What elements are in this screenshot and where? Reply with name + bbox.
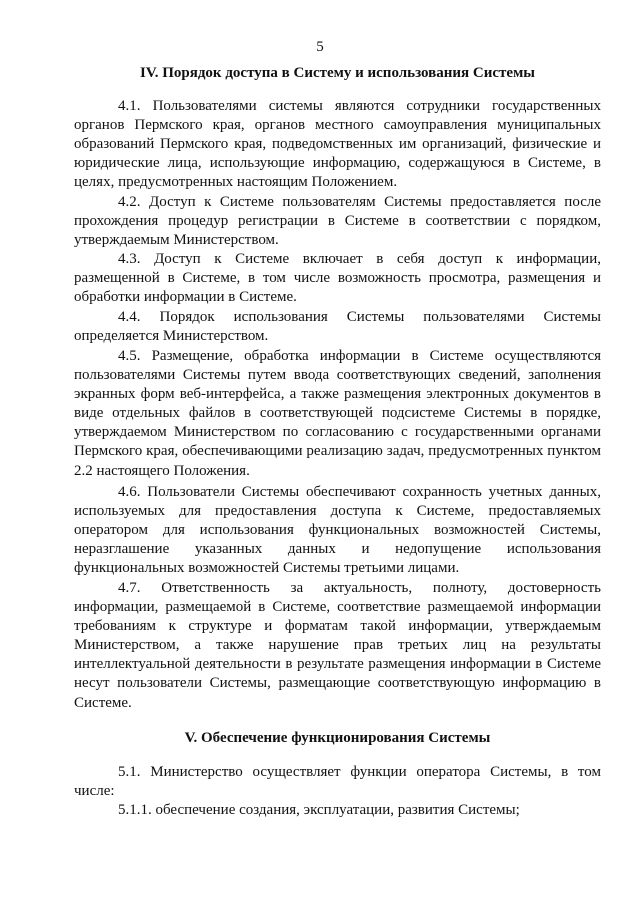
paragraph-4-6: 4.6. Пользователи Системы обеспечивают сохранность учетных данных, используемых для предоставления доступа к Системе, предоставляемых оператором для использования функциональных возможностей Системы, неразглашение указанных данных и недопущение использования функциональных возможностей Системы третьими лицами. — [74, 484, 601, 577]
paragraph-4-7: 4.7. Ответственность за актуальность, полноту, достоверность информации, размещаемой в Системе, соответствие размещаемой информации требованиям к структуре и форматам такой информации, утверждаемым Министерством, а также нарушение прав третьих лиц на результаты интеллектуальной деятельности в результате размещения информации в Системе несут пользователи Системы, размещающие соответствующую информацию в Системе. — [74, 580, 601, 711]
section-heading-iv: IV. Порядок доступа в Систему и использования Системы — [139, 65, 536, 81]
paragraph-5-1-1: 5.1.1. обеспечение создания, эксплуатации, развития Системы; — [118, 802, 520, 818]
paragraph-4-1: 4.1. Пользователями системы являются сотрудники государственных органов Пермского края, органов местного самоуправления муниципальных образований Пермского края, подведомственных им организаций, физические и юридические лица, использующие информацию, содержащуюся в Системе, в целях, предусмотренных настоящим Положением. — [74, 98, 601, 191]
page-number: 5 — [316, 39, 324, 55]
paragraph-4-5: 4.5. Размещение, обработка информации в Системе осуществляются пользователями Системы путем ввода соответствующих сведений, заполнения экранных форм веб-интерфейса, а также размещения электронных документов в виде отдельных файлов в соответствующей подсистеме Системы в порядке, утверждаемом Министерством по согласованию с государственными органами Пермского края, обеспечивающими реализацию задач, предусмотренных пунктом 2.2 настоящего Положения. — [74, 348, 601, 479]
paragraph-4-3: 4.3. Доступ к Системе включает в себя доступ к информации, размещенной в Системе, в том числе возможность просмотра, размещения и обработки информации в Системе. — [74, 251, 601, 306]
paragraph-4-4: 4.4. Порядок использования Системы пользователями Системы определяется Министерством. — [74, 309, 601, 345]
paragraph-4-2: 4.2. Доступ к Системе пользователям Системы предоставляется после прохождения процедур регистрации в Системе в соответствии с порядком, утверждаемым Министерством. — [74, 194, 601, 249]
paragraph-5-1: 5.1. Министерство осуществляет функции оператора Системы, в том числе: — [74, 764, 601, 800]
section-heading-v: V. Обеспечение функционирования Системы — [184, 730, 491, 746]
